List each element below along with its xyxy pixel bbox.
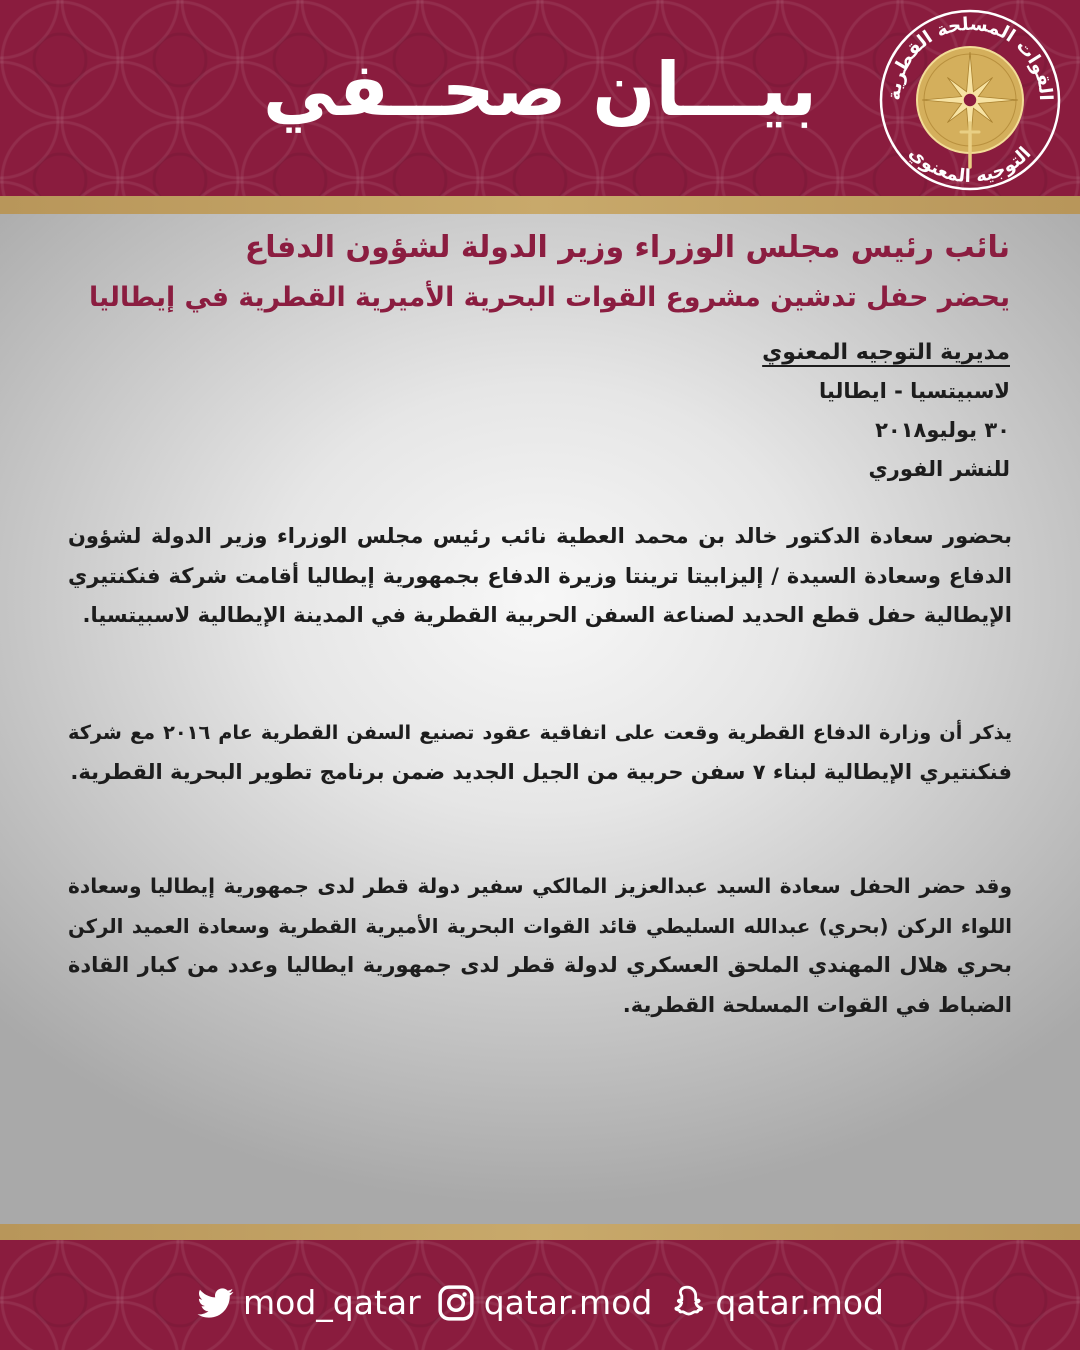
paragraph-1 — [68, 517, 1012, 636]
header-band — [0, 0, 1080, 196]
paragraph-2-line-2: فنكنتيري الإيطالية لبناء ٧ سفن حربية من الجيل الجديد ضمن برنامج تطوير البحرية القطرية. — [70, 759, 1012, 784]
paragraph-1-line-3: الإيطالية حفل قطع الحديد لصناعة السفن الحربية القطرية في المدينة الإيطالية لاسبيتسيا. — [82, 603, 1012, 627]
snapchat-ghost-shape — [676, 1287, 702, 1314]
gold-divider-top — [0, 196, 1080, 214]
paragraph-3-line-3: بحري هلال المهندي الملحق العسكري لدولة قطر لدى جمهورية ايطاليا وعدد من كبار القادة — [68, 953, 1012, 977]
press-release-title: بيـــان صحــفي — [262, 47, 818, 133]
gold-divider-bottom — [0, 1224, 1080, 1240]
paragraph-3-line-2: اللواء الركن (بحري) عبدالله السليطي قائد القوات البحرية الأميرية القطرية وسعادة العميد الركن — [68, 914, 1012, 938]
paragraph-2-line-1: يذكر أن وزارة الدفاع القطرية وقعت على اتفاقية عقود تصنيع السفن القطرية عام ٢٠١٦ مع شركة — [68, 721, 1012, 744]
department-name: مديرية التوجيه المعنوي — [762, 340, 1010, 365]
instagram-frame — [440, 1287, 472, 1319]
paragraph-2 — [68, 713, 1012, 792]
paragraph-3 — [68, 867, 1012, 1025]
instagram-lens — [448, 1296, 463, 1311]
headline-line-1: نائب رئيس مجلس الوزراء وزير الدولة لشؤون الدفاع — [244, 230, 1010, 265]
dateline — [470, 333, 1010, 489]
twitter-bird-shape — [197, 1288, 233, 1317]
emblem-center-dot — [963, 93, 977, 107]
paragraph-1-line-2: الدفاع وسعادة السيدة / إليزابيتا ترينتا وزيرة الدفاع بجمهورية إيطاليا أقامت شركة فنكنتيري — [68, 563, 1012, 588]
paragraph-3-line-1: وقد حضر الحفل سعادة السيد عبدالعزيز المالكي سفير دولة قطر لدى جمهورية إيطاليا وسعادة — [68, 874, 1012, 898]
emblem-bottom-text-path: التوجيه المعنوي — [904, 142, 1036, 188]
emblem-top-text-path: القوات المسلحة القطرية — [883, 13, 1057, 102]
armed-forces-emblem-logo — [875, 5, 1065, 195]
twitter-icon — [196, 1284, 234, 1322]
snapchat-icon — [668, 1284, 706, 1322]
twitter-handle-text: mod_qatar — [243, 1283, 421, 1322]
department-row — [470, 333, 1010, 372]
release-date: ٣٠ يوليو٢٠١٨ — [875, 418, 1010, 442]
twitter-handle-item — [196, 1280, 421, 1326]
instagram-handle-text: qatar.mod — [483, 1283, 653, 1322]
instagram-icon — [437, 1284, 475, 1322]
snapchat-handle-text: qatar.mod — [715, 1283, 884, 1322]
release-note: للنشر الفوري — [868, 457, 1010, 481]
press-release-content — [0, 214, 1080, 1224]
snapchat-handle-item — [668, 1280, 884, 1326]
instagram-flash-dot — [462, 1292, 466, 1296]
location: لاسبيتسيا - ايطاليا — [819, 379, 1010, 403]
social-handles — [0, 1280, 1080, 1326]
instagram-handle-item — [437, 1280, 653, 1326]
footer-band — [0, 1240, 1080, 1350]
paragraph-1-line-1: بحضور سعادة الدكتور خالد بن محمد العطية نائب رئيس مجلس الوزراء وزير الدولة لشؤون — [68, 524, 1012, 548]
headline — [70, 223, 1010, 323]
headline-line-2: يحضر حفل تدشين مشروع القوات البحرية الأميرية القطرية في إيطاليا — [88, 282, 1010, 313]
paragraph-3-line-4: الضباط في القوات المسلحة القطرية. — [622, 992, 1012, 1017]
